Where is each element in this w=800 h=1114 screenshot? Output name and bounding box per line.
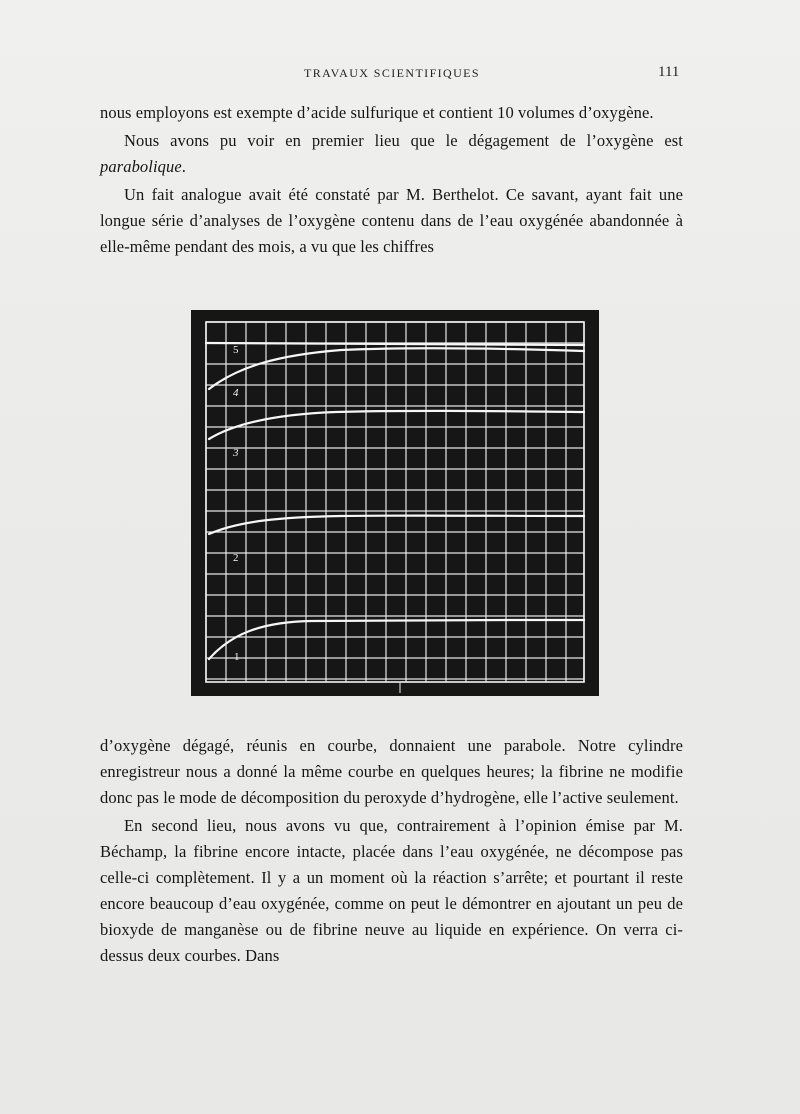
paragraph-2 [100,128,683,180]
top-text-block [100,100,683,260]
curve-grid-figure [191,310,599,696]
curve-label-4: 4 [233,387,239,399]
scientific-figure [191,310,599,696]
paragraph-5: En second lieu, nous avons vu que, contrairement à l’opinion émise par M. Béchamp, la fibrine encore intacte, placée dans l’eau oxygénée, ne décompose pas celle-ci complètement. Il y a un moment où la réaction s’arrête; et pourtant il reste encore beaucoup d’eau oxygénée, comme on peut le démontrer en ajoutant un peu de bioxyde de manganèse ou de fibrine neuve au liquide en expérience. On verra ci-dessus deux courbes. Dans [100,816,683,965]
paragraph-2-prefix: Nous avons pu voir en premier lieu que le dégagement de l’oxygène est [124,131,683,150]
curve-label-2: 2 [233,552,239,564]
bottom-text-block [100,733,683,969]
curve-label-1: 1 [234,651,240,663]
paragraph-4: d’oxygène dégagé, réunis en courbe, donnaient une parabole. Notre cylindre enregistreur nous a donné la même courbe en quelques heures; la fibrine ne modifie donc pas le mode de décomposition du peroxyde d’hydrogène, elle l’active seulement. [100,736,683,807]
paragraph-3: Un fait analogue avait été constaté par M. Berthelot. Ce savant, ayant fait une longue série d’analyses de l’oxygène contenu dans de l’eau oxygénée abandonnée à elle-même pendant des mois, a vu que les chiffres [100,185,683,256]
curve-label-3: 3 [233,447,239,459]
bleedthrough-text [672,128,782,154]
figure-background [191,310,599,696]
paragraph-1: nous employons est exempte d’acide sulfurique et contient 10 volumes d’oxygène. [100,103,654,122]
page-number: 111 [658,64,680,80]
emphasis-parabolique: parabolique [100,157,182,176]
paragraph-2-suffix: . [181,157,186,176]
running-head: TRAVAUX SCIENTIFIQUES [304,66,480,80]
curve-label-5: 5 [233,344,239,356]
